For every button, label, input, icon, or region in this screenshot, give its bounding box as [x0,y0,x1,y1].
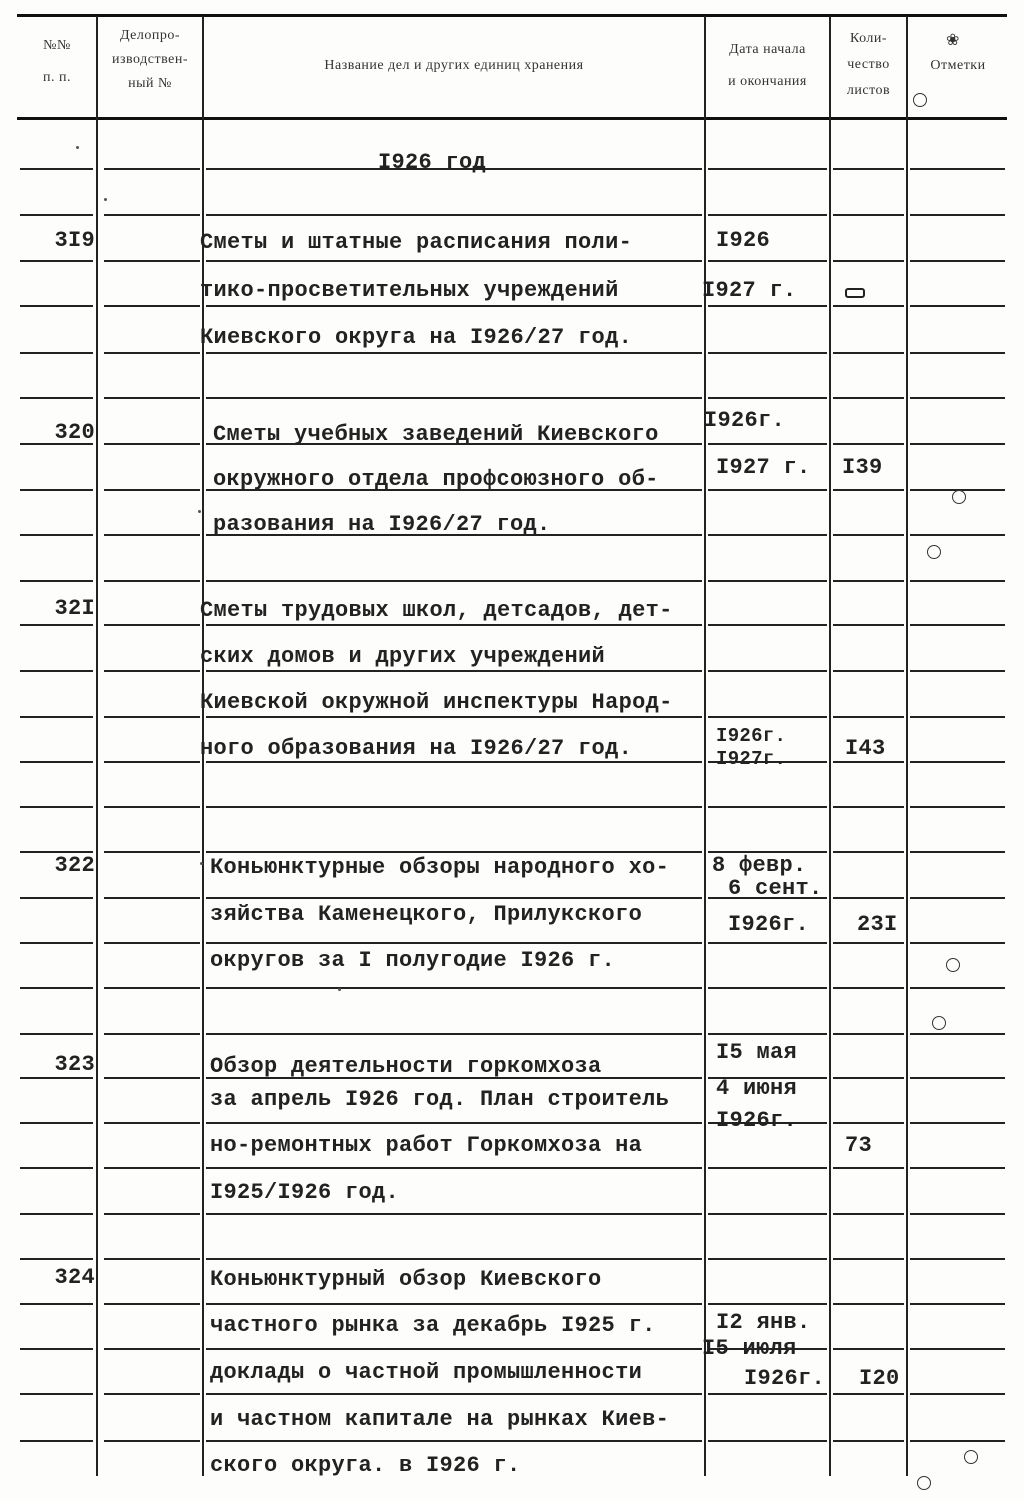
row-rule [104,1258,200,1260]
row-rule [206,397,702,399]
row-rule [104,670,200,672]
row-rule [206,305,702,307]
record-date-start: I926 [716,228,771,253]
row-rule [708,716,827,718]
row-rule [206,851,702,853]
row-rule [20,260,93,262]
header-number [17,30,97,94]
row-rule [20,806,93,808]
record-number: 323 [54,1052,95,1077]
row-rule [206,1213,702,1215]
record-sheets: I39 [842,455,883,480]
row-rule [104,214,200,216]
record-number: 322 [54,853,95,878]
row-rule [20,761,93,763]
record-date-end: I927 г. [702,278,797,303]
row-rule [833,1122,904,1124]
record-title-line: округов за I полугодие I926 г. [210,948,616,973]
row-rule [833,806,904,808]
header-title: Название дел и других единиц хранения [324,58,584,73]
record-title-line: Коньюнктурные обзоры народного хо- [210,855,670,880]
row-rule [708,1213,827,1215]
row-rule [708,1440,827,1442]
speck [104,198,107,201]
row-rule [708,987,827,989]
record-date-end: 4 июня [716,1076,798,1101]
row-rule [833,168,904,170]
row-rule [206,1303,702,1305]
row-rule [708,580,827,582]
record-date-start: I926г. [716,725,787,747]
row-rule [20,1122,93,1124]
row-rule [910,761,1005,763]
row-rule [910,443,1005,445]
row-rule [833,1348,904,1350]
record-title-line: доклады о частной промышленности [210,1360,643,1385]
speck [198,510,201,513]
row-rule [708,942,827,944]
section-heading: I926 год [378,150,487,175]
record-date-end: I5 июля [702,1336,797,1361]
header-office-number [98,24,202,96]
record-title-line: Сметы трудовых школ, детсадов, дет- [200,598,673,623]
header-sheets-line-3: листов [846,83,891,98]
row-rule [206,1258,702,1260]
row-rule [104,806,200,808]
row-rule [20,1167,93,1169]
record-date-end: I927 г. [716,455,811,480]
row-rule [910,1077,1005,1079]
row-rule [833,897,904,899]
row-rule [20,942,93,944]
header-dates-line-1: Дата начала [729,42,806,57]
top-rule [17,14,1007,17]
header-sheets-line-2: чество [847,57,890,72]
record-title-line: зяйства Каменецкого, Прилукского [210,902,643,927]
row-rule [104,851,200,853]
hole-circle-icon [927,545,941,559]
record-date-end: I927г. [716,748,787,770]
row-rule [708,1033,827,1035]
row-rule [104,1213,200,1215]
record-title-line: Сметы и штатные расписания поли- [200,230,633,255]
stamp-mark-icon: ❀ [946,32,960,49]
hole-circle-icon [952,490,966,504]
header-bottom-rule [17,117,1007,120]
record-title-line: Коньюнктурный обзор Киевского [210,1267,602,1292]
row-rule [910,716,1005,718]
row-rule [20,397,93,399]
row-rule [206,1348,702,1350]
row-rule [708,1258,827,1260]
row-rule [104,1122,200,1124]
row-rule [20,534,93,536]
row-rule [20,1393,93,1395]
row-rule [833,1033,904,1035]
row-rule [708,352,827,354]
row-rule [206,942,702,944]
row-rule [910,168,1005,170]
header-number-line-2: п. п. [43,70,71,85]
row-rule [708,489,827,491]
row-rule [910,214,1005,216]
row-rule [206,1122,702,1124]
row-rule [206,806,702,808]
row-rule [104,716,200,718]
col-divider-1 [96,16,98,1476]
row-rule [104,352,200,354]
row-rule [206,987,702,989]
header-sheets-line-1: Коли- [849,31,888,46]
row-rule [910,397,1005,399]
speck [200,862,203,865]
row-rule [833,397,904,399]
row-rule [20,987,93,989]
row-rule [910,1393,1005,1395]
row-rule [833,1258,904,1260]
speck [338,988,341,991]
row-rule [206,260,702,262]
record-date-start: I5 мая [716,1040,798,1065]
record-sheets-dash [845,288,865,298]
record-title-line: Киевской окружной инспектуры Народ- [200,690,673,715]
row-rule [708,534,827,536]
row-rule [833,489,904,491]
hole-circle-icon [932,1016,946,1030]
row-rule [104,489,200,491]
record-title-line: но-ремонтных работ Горкомхоза на [210,1133,643,1158]
row-rule [20,352,93,354]
record-date-year: I926г. [728,912,810,937]
record-sheets: I20 [859,1366,900,1391]
row-rule [104,260,200,262]
row-rule [833,1077,904,1079]
row-rule [206,352,702,354]
record-sheets: 73 [845,1133,873,1158]
speck [76,146,79,149]
hole-circle-icon [964,1450,978,1464]
row-rule [833,214,904,216]
row-rule [833,716,904,718]
record-title-line: тико-просветительных учреждений [200,278,619,303]
record-sheets: 23I [857,912,898,937]
row-rule [910,987,1005,989]
record-sheets: I43 [845,736,886,761]
record-date-year: I926г. [744,1366,826,1391]
row-rule [20,1077,93,1079]
row-rule [20,214,93,216]
row-rule [708,670,827,672]
row-rule [104,1167,200,1169]
row-rule [708,1393,827,1395]
record-date-start: I926г. [704,408,786,433]
row-rule [20,168,93,170]
row-rule [104,534,200,536]
row-rule [104,305,200,307]
row-rule [833,1213,904,1215]
row-rule [206,214,702,216]
row-rule [708,168,827,170]
row-rule [910,352,1005,354]
hole-circle-icon [913,93,927,107]
col-divider-4 [829,16,831,1476]
record-number: 324 [54,1265,95,1290]
row-rule [708,260,827,262]
row-rule [206,624,702,626]
row-rule [20,1033,93,1035]
row-rule [20,1440,93,1442]
row-rule [910,1122,1005,1124]
row-rule [104,1033,200,1035]
row-rule [833,851,904,853]
row-rule [20,580,93,582]
record-title-line: частного рынка за декабрь I925 г. [210,1313,656,1338]
row-rule [20,624,93,626]
row-rule [20,1348,93,1350]
row-rule [910,670,1005,672]
row-rule [910,1033,1005,1035]
row-rule [206,716,702,718]
header-office-line-3: ный № [128,76,172,91]
row-rule [206,580,702,582]
row-rule [104,443,200,445]
row-rule [708,443,827,445]
row-rule [910,580,1005,582]
row-rule [104,1440,200,1442]
row-rule [104,397,200,399]
row-rule [910,806,1005,808]
row-rule [833,305,904,307]
row-rule [910,1348,1005,1350]
row-rule [833,624,904,626]
record-title-line: разования на I926/27 год. [213,512,551,537]
row-rule [910,305,1005,307]
row-rule [20,1303,93,1305]
row-rule [833,1440,904,1442]
row-rule [20,716,93,718]
record-date-year: I926г. [716,1108,798,1133]
record-date-start: I2 янв. [716,1310,811,1335]
col-divider-3 [704,16,706,1476]
row-rule [708,1303,827,1305]
row-rule [708,1167,827,1169]
header-number-line-1: №№ [43,38,71,53]
row-rule [910,1167,1005,1169]
row-rule [104,1393,200,1395]
header-sheets [831,26,906,104]
row-rule [708,305,827,307]
record-title-line: за апрель I926 год. План строитель [210,1087,670,1112]
row-rule [833,1393,904,1395]
row-rule [20,897,93,899]
header-dates [706,34,829,98]
header-dates-line-2: и окончания [728,74,807,89]
record-title-line: Сметы учебных заведений Киевского [213,422,659,447]
row-rule [104,1077,200,1079]
row-rule [833,987,904,989]
record-title-line: Киевского округа на I926/27 год. [200,325,633,350]
row-rule [833,670,904,672]
row-rule [833,761,904,763]
row-rule [104,1348,200,1350]
row-rule [910,624,1005,626]
col-divider-5 [906,16,908,1476]
row-rule [833,1167,904,1169]
hole-circle-icon [917,1476,931,1490]
row-rule [20,489,93,491]
row-rule [708,214,827,216]
record-title-line: ских домов и других учреждений [200,644,606,669]
row-rule [104,580,200,582]
row-rule [104,761,200,763]
row-rule [206,1393,702,1395]
record-title-line: I925/I926 год. [210,1180,400,1205]
row-rule [910,851,1005,853]
row-rule [104,942,200,944]
header-notes: Отметки [930,58,986,73]
row-rule [833,443,904,445]
row-rule [708,397,827,399]
row-rule [708,806,827,808]
row-rule [20,670,93,672]
header-office-line-1: Делопро- [119,28,181,43]
header-office-line-2: изводствен- [112,52,188,67]
row-rule [104,624,200,626]
row-rule [910,534,1005,536]
row-rule [206,897,702,899]
record-number: 32I [54,596,95,621]
row-rule [20,1213,93,1215]
hole-circle-icon [946,958,960,972]
row-rule [206,1440,702,1442]
row-rule [833,1303,904,1305]
row-rule [104,168,200,170]
row-rule [20,1258,93,1260]
record-title-line: и частном капитале на рынках Киев- [210,1407,670,1432]
row-rule [708,624,827,626]
row-rule [206,761,702,763]
record-number: 320 [54,420,95,445]
row-rule [910,1258,1005,1260]
row-rule [104,1303,200,1305]
row-rule [104,987,200,989]
record-date-start: 8 февр. [712,853,807,878]
row-rule [833,580,904,582]
row-rule [910,897,1005,899]
row-rule [910,1303,1005,1305]
row-rule [206,1167,702,1169]
record-date-end: 6 сент. [728,876,823,901]
row-rule [20,305,93,307]
record-title-line: окружного отдела профсоюзного об- [213,467,659,492]
row-rule [910,1440,1005,1442]
record-number: 3I9 [54,228,95,253]
record-title-line: ного образования на I926/27 год. [200,736,633,761]
row-rule [910,1213,1005,1215]
row-rule [833,260,904,262]
row-rule [104,897,200,899]
row-rule [206,1033,702,1035]
record-title-line: Обзор деятельности горкомхоза [210,1054,602,1079]
row-rule [833,352,904,354]
row-rule [833,942,904,944]
record-title-line: ского округа. в I926 г. [210,1453,521,1478]
row-rule [910,260,1005,262]
row-rule [206,670,702,672]
row-rule [833,534,904,536]
row-rule [910,942,1005,944]
